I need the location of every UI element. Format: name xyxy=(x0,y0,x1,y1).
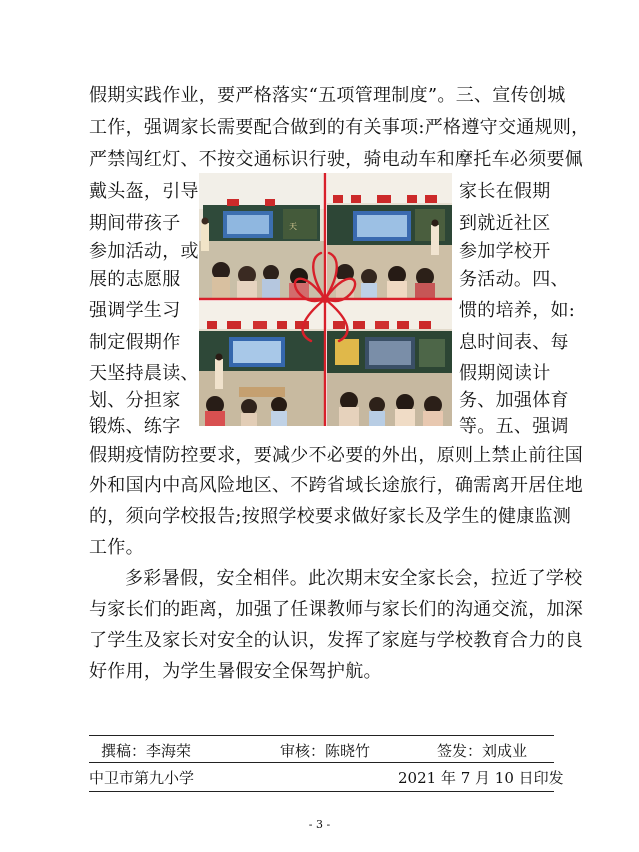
body-line: 好作用，为学生暑假安全保驾护航。 xyxy=(89,661,382,682)
body-line-left: 参加活动，或 xyxy=(89,241,199,262)
body-line-right: 到就近社区 xyxy=(459,213,551,234)
classroom-photo-2-icon xyxy=(327,173,452,298)
body-line: 工作。 xyxy=(89,537,144,558)
body-line: 与家长们的距离，加强了任课教师与家长们的沟通交流，加深 xyxy=(89,599,584,620)
body-line-left: 锻炼、练字 xyxy=(89,416,181,437)
issuer-label: 签发：刘成业 xyxy=(437,742,528,760)
body-line-left: 期间带孩子 xyxy=(89,213,181,234)
reviewer-label: 审核：陈晓竹 xyxy=(280,742,371,760)
footer-rule-bottom xyxy=(89,791,554,792)
classroom-photo-4-icon xyxy=(327,301,452,426)
body-line-left: 制定假期作 xyxy=(89,332,181,353)
body-line: 工作，强调家长需要配合做到的有关事项:严格遵守交通规则， xyxy=(89,117,590,138)
body-line-right: 参加学校开 xyxy=(459,241,551,262)
body-line: 多彩暑假，安全相伴。此次期末安全家长会，拉近了学校 xyxy=(125,568,583,589)
body-line: 假期疫情防控要求，要减少不必要的外出，原则上禁止前往国 xyxy=(89,445,584,466)
body-line-left: 划、分担家 xyxy=(89,390,181,411)
body-line-right: 务、加强体育 xyxy=(459,390,569,411)
body-line: 外和国内中高风险地区、不跨省域长途旅行，确需离开居住地 xyxy=(89,475,584,496)
body-line-right: 息时间表、每 xyxy=(459,332,569,353)
classroom-photo-1-icon xyxy=(199,173,324,298)
body-line-right: 等。五、强调 xyxy=(459,416,569,437)
classroom-photo-3-icon xyxy=(199,301,324,426)
body-line-left: 展的志愿服 xyxy=(89,269,181,290)
body-line: 的，须向学校报告;按照学校要求做好家长及学生的健康监测 xyxy=(89,506,572,527)
footer-rule-middle xyxy=(89,762,554,763)
body-line-right: 惯的培养，如: xyxy=(459,300,576,321)
footer-rule-top xyxy=(89,735,554,736)
body-line: 严禁闯红灯、不按交通标识行驶，骑电动车和摩托车必须要佩 xyxy=(89,149,584,170)
issue-date: 2021 年 7 月 10 日印发 xyxy=(398,769,564,787)
svg-text:天: 天 xyxy=(289,222,297,231)
page-number: - 3 - xyxy=(308,818,331,831)
author-label: 撰稿：李海荣 xyxy=(101,742,192,760)
body-line-left: 天坚持晨读、 xyxy=(89,363,199,384)
body-line: 假期实践作业，要严格落实“五项管理制度”。三、宣传创城 xyxy=(89,85,566,106)
body-line-left: 强调学生习 xyxy=(89,300,181,321)
body-line-right: 家长在假期 xyxy=(459,181,551,202)
body-line-right: 假期阅读计 xyxy=(459,363,551,384)
body-line: 了学生及家长对安全的认识，发挥了家庭与学校教育合力的良 xyxy=(89,630,584,651)
body-line-right: 务活动。四、 xyxy=(459,269,569,290)
school-name: 中卫市第九小学 xyxy=(89,769,195,787)
photo-collage xyxy=(199,173,452,426)
body-line-left: 戴头盔，引导 xyxy=(89,181,199,202)
